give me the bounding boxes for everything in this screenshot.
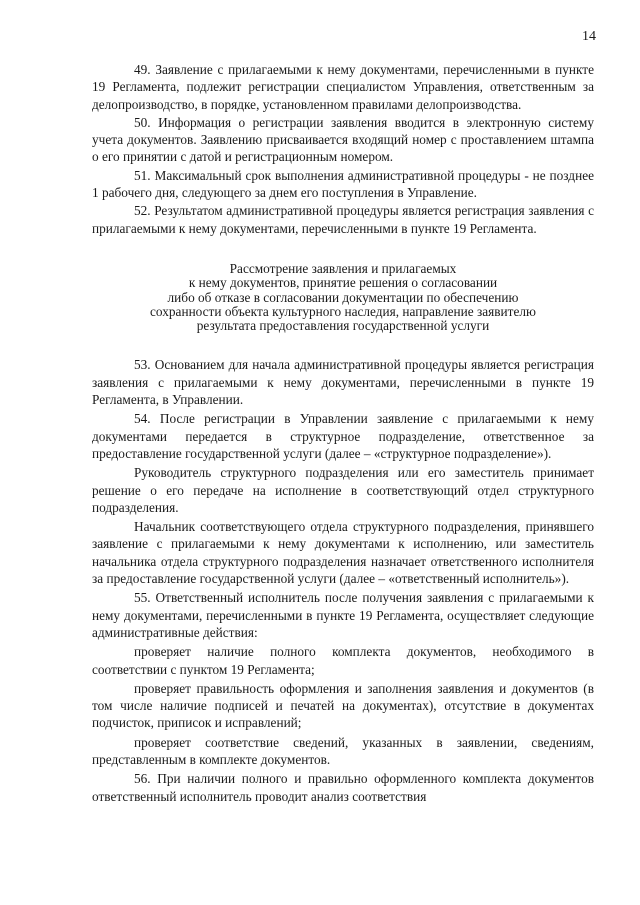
- paragraph-53: 53. Основанием для начала административной процедуры является регистрация заявления с прилагаемыми к нему документами, перечисленными в пункте 19 Регламента, в Управлении.: [92, 357, 594, 408]
- section-heading: [92, 262, 594, 333]
- document-body: [92, 61, 594, 807]
- paragraph-assign-executor: Начальник соответствующего отдела структурного подразделения, принявшего заявление с прилагаемыми к нему документами к исполнению, или заместитель начальника отдела структурного подразделения назначает ответственного исполнителя за предоставление государственной услуги (далее – «ответственный исполнитель»).: [92, 519, 594, 587]
- list-item-check-formatting: проверяет правильность оформления и заполнения заявления и документов (в том числе наличие подписей и печатей на документах), отсутствие в документах подчисток, приписок и исправлений;: [92, 680, 594, 731]
- section-registration: [92, 61, 594, 237]
- paragraph-56: 56. При наличии полного и правильно оформленного комплекта документов ответственный исполнитель проводит анализ соответствия: [92, 771, 594, 804]
- paragraph-55: 55. Ответственный исполнитель после получения заявления с прилагаемыми к нему документами, перечисленными в пункте 19 Регламента, осуществляет следующие административные действия:: [92, 590, 594, 640]
- heading-line: либо об отказе в согласовании документации по обеспечению: [167, 289, 519, 305]
- heading-line: Рассмотрение заявления и прилагаемых: [229, 260, 457, 276]
- paragraph-54: 54. После регистрации в Управлении заявление с прилагаемыми к нему документами передается в структурное подразделение, ответственное за предоставление государственной услуги (далее – «структурное подразделение»).: [92, 411, 594, 461]
- page-number: 14: [582, 29, 596, 44]
- list-item-check-completeness: проверяет наличие полного комплекта документов, необходимого в соответствии с пунктом 19 Регламента;: [92, 644, 594, 677]
- paragraph-51: 51. Максимальный срок выполнения административной процедуры - не позднее 1 рабочего дня, следующего за днем его поступления в Управление.: [92, 167, 594, 201]
- paragraph-52: 52. Результатом административной процедуры является регистрация заявления с прилагаемыми к нему документами, перечисленными в пункте 19 Регламента.: [92, 203, 594, 236]
- section-review: [92, 356, 594, 804]
- list-item-check-consistency: проверяет соответствие сведений, указанных в заявлении, сведениям, представленным в комплекте документов.: [92, 734, 594, 767]
- paragraph-50: 50. Информация о регистрации заявления вводится в электронную систему учета документов. Заявлению присваивается входящий номер с проставлением штампа о его принятии с датой и регистрационным номером.: [92, 114, 594, 165]
- heading-line: к нему документов, принятие решения о согласовании: [188, 275, 498, 291]
- heading-line: результата предоставления государственной услуги: [196, 318, 490, 334]
- paragraph-49: 49. Заявление с прилагаемыми к нему документами, перечисленными в пункте 19 Регламента, подлежит регистрации специалистом Управления, ответственным за делопроизводство, в порядке, установленном правилами делопроизводства.: [92, 62, 594, 112]
- heading-line: сохранности объекта культурного наследия, направление заявителю: [150, 303, 536, 319]
- paragraph-head-decision: Руководитель структурного подразделения или его заместитель принимает решение о его передаче на исполнение в соответствующий отдел структурного подразделения.: [92, 465, 594, 515]
